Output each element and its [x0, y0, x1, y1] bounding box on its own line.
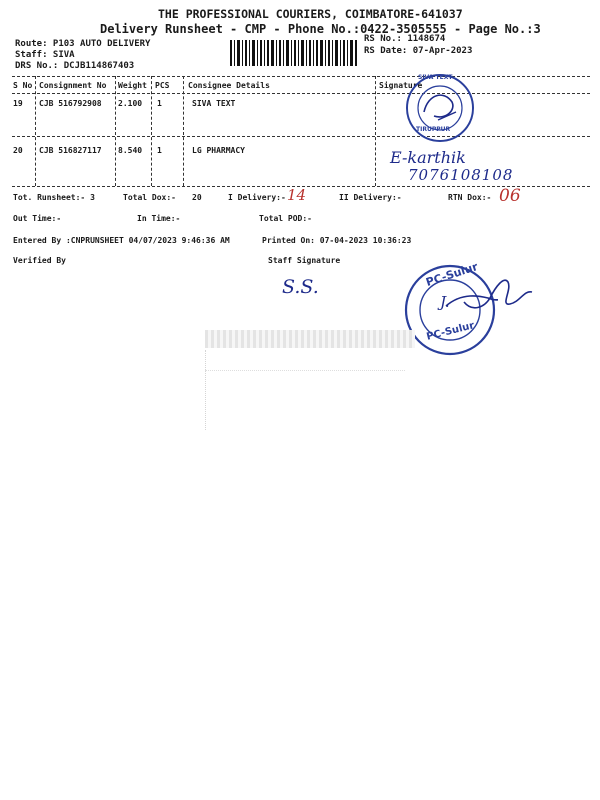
entered-by: Entered By :CNPRUNSHEET 04/07/2023 9:46:36 AM — [13, 236, 230, 245]
column-divider — [375, 76, 376, 186]
row19-sno: 19 — [13, 99, 23, 108]
company-title: THE PROFESSIONAL COURIERS, COIMBATORE-641037 — [158, 7, 463, 21]
col-pcs: PCS — [155, 81, 170, 90]
col-consignment: Consignment No — [39, 81, 107, 90]
row19-stamp-top-text: SIVA TEXT — [418, 74, 453, 81]
row20-signature-name: E-karthik — [390, 148, 466, 167]
barcode-icon — [230, 40, 358, 66]
total-dox-label: Total Dox:- — [123, 193, 176, 202]
row20-signature-number: 7076108108 — [408, 166, 514, 184]
col-signature: Signature — [379, 81, 423, 90]
row19-weight: 2.100 — [118, 99, 143, 108]
faded-bleed-text — [205, 330, 415, 348]
table-header-rule — [12, 93, 590, 94]
out-time: Out Time:- — [13, 214, 62, 223]
row19-pcs: 1 — [157, 99, 162, 108]
faded-rule — [205, 350, 207, 430]
row20-consignee: LG PHARMACY — [192, 146, 245, 155]
col-sno: S No — [13, 81, 33, 90]
staff-handwritten-signature: S.S. — [282, 276, 319, 298]
row20-consignment: CJB 516827117 — [39, 146, 102, 155]
runsheet-subtitle: Delivery Runsheet - CMP - Phone No.:0422-3505555 - Page No.:3 — [100, 22, 541, 36]
column-divider — [151, 76, 152, 186]
column-divider — [35, 76, 36, 186]
staff-signature-label: Staff Signature — [268, 256, 341, 265]
drs-number: DRS No.: DCJB114867403 — [15, 61, 135, 71]
printed-on: Printed On: 07-04-2023 10:36:23 — [262, 236, 412, 245]
rs-number: RS No.: 1148674 — [364, 34, 446, 44]
row-rule — [12, 136, 590, 137]
in-time: In Time:- — [137, 214, 181, 223]
ii-delivery-label: II Delivery:- — [339, 193, 402, 202]
row19-consignee: SIVA TEXT — [192, 99, 236, 108]
i-delivery-label: I Delivery:- — [228, 193, 286, 202]
row19-consignment: CJB 516792908 — [39, 99, 102, 108]
table-top-rule — [12, 76, 590, 77]
row20-sno: 20 — [13, 146, 23, 155]
staff-label: Staff: SIVA — [15, 50, 75, 60]
col-consignee: Consignee Details — [188, 81, 270, 90]
route-label: Route: P103 AUTO DELIVERY — [15, 39, 151, 49]
verified-by: Verified By — [13, 256, 66, 265]
row20-weight: 8.540 — [118, 146, 143, 155]
tot-runsheet: Tot. Runsheet:- 3 — [13, 193, 95, 202]
column-divider — [115, 76, 116, 186]
rs-date: RS Date: 07-Apr-2023 — [364, 46, 473, 56]
col-weight: Weight — [118, 81, 147, 90]
total-pod: Total POD:- — [259, 214, 312, 223]
column-divider — [183, 76, 184, 186]
i-delivery-handwritten: 14 — [287, 186, 307, 204]
row19-stamp-bottom-text: TIRUPPUR — [416, 126, 451, 133]
total-dox-value: 20 — [192, 193, 202, 202]
row19-stamp-icon — [398, 72, 482, 144]
stamp-top-text: PC-Sulur — [424, 260, 480, 289]
rtn-dox-handwritten: 06 — [499, 186, 521, 206]
faded-rule — [205, 370, 405, 371]
stamp-bottom-text: PC-Sulur — [425, 320, 476, 343]
rtn-dox-label: RTN Dox:- — [448, 193, 492, 202]
stamp-handwritten-signature: J. — [440, 293, 450, 311]
row20-pcs: 1 — [157, 146, 162, 155]
signature-flourish-icon — [460, 272, 536, 316]
